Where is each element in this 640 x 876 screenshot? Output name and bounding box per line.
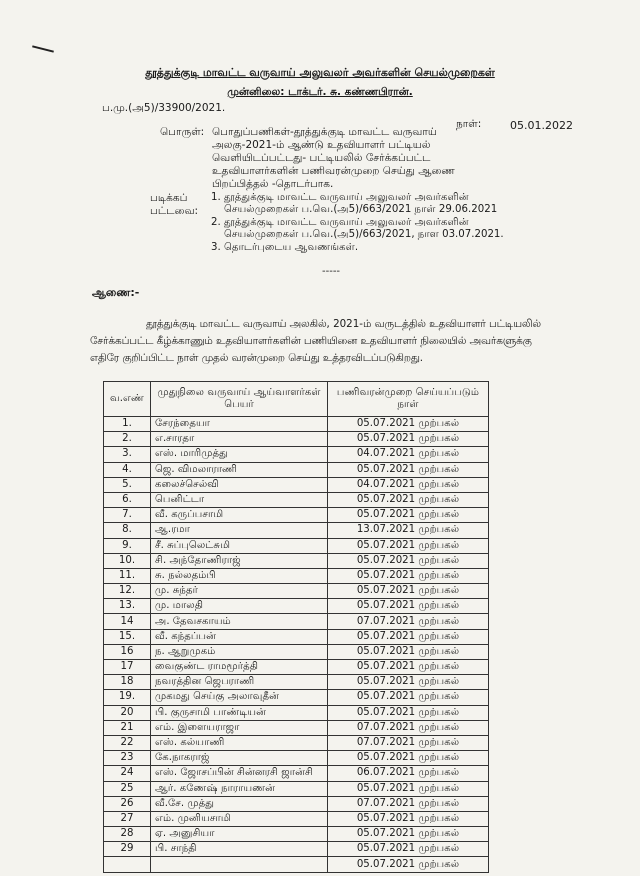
name-cell: பி. குருசாமி பாண்டியன் — [151, 705, 328, 720]
name-cell: கே.நாகராஜ் — [151, 751, 328, 766]
name-cell: சீ. சுப்புலெட்சுமி — [151, 538, 328, 553]
date-cell: 05.07.2021 முற்பகல் — [328, 781, 489, 796]
date-label: நாள்: — [456, 118, 482, 130]
name-cell: எஸ். கல்யாணி — [151, 735, 328, 750]
date-cell: 05.07.2021 முற்பகல் — [328, 417, 489, 432]
name-cell: வீ. கருப்பசாமி — [151, 508, 328, 523]
table-row — [104, 614, 489, 629]
table-row — [104, 857, 489, 872]
date-cell: 05.07.2021 முற்பகல் — [328, 660, 489, 675]
serial-cell: 22 — [104, 735, 151, 750]
column-header-name: முதுநிலை வருவாய் ஆய்வாளர்கள் பெயர் — [151, 382, 328, 417]
date-cell: 07.07.2021 முற்பகல் — [328, 720, 489, 735]
name-cell: ஆ.ரமா — [151, 523, 328, 538]
name-cell: ஜெ. விமலாராணி — [151, 462, 328, 477]
serial-cell: 15. — [104, 629, 151, 644]
subject-text: பொதுப்பணிகள்-தூத்துக்குடி மாவட்ட வருவாய் அலகு-2021-ம் ஆண்டு உதவியாளர் பட்டியல் வெளியிடப்பட்டது- பட்டியலில் சேர்க்கப்பட்ட உதவியாளர்களின் பணிவரன்முறை செய்து ஆணை பிறப்பித்தல் -தொடர்பாக. — [212, 126, 455, 190]
date-cell: 05.07.2021 முற்பகல் — [328, 538, 489, 553]
serial-cell: 5. — [104, 477, 151, 492]
table-row — [104, 766, 489, 781]
serial-cell: 20 — [104, 705, 151, 720]
serial-cell: 3. — [104, 447, 151, 462]
name-cell: ஆர். கணேஷ் நாராயணன் — [151, 781, 328, 796]
serial-cell: 17 — [104, 660, 151, 675]
name-cell: எம். முனியசாமி — [151, 811, 328, 826]
order-paragraph: தூத்துக்குடி மாவட்ட வருவாய் அலகில், 2021-ம் வருடத்தில் உதவியாளர் பட்டியலில் சேர்க்கப்பட்ட கீழ்க்காணும் உதவியாளர்களின் பணியினை உதவியாளர் நிலையில் அவர்களுக்கு எதிரே குறிப்பிட்ட நாள் முதல் வரன்முறை செய்து உத்தரவிடப்படுகிறது. — [90, 318, 541, 364]
reference-number: ப.மு.(அ5)/33900/2021. — [102, 102, 226, 114]
date-cell: 05.07.2021 முற்பகல் — [328, 705, 489, 720]
serial-cell — [104, 857, 151, 872]
name-cell: எ.சாரதா — [151, 432, 328, 447]
order-label: ஆணை:- — [92, 286, 140, 299]
serial-cell: 18 — [104, 675, 151, 690]
table-row — [104, 417, 489, 432]
serial-cell: 10. — [104, 553, 151, 568]
date-cell: 05.07.2021 முற்பகல் — [328, 432, 489, 447]
serial-cell: 13. — [104, 599, 151, 614]
name-cell — [151, 857, 328, 872]
name-cell: முகமது செய்கு அலாவுதீன் — [151, 690, 328, 705]
name-cell: எம். இளையராஜா — [151, 720, 328, 735]
table-row — [104, 827, 489, 842]
table-row — [104, 492, 489, 507]
table-row — [104, 538, 489, 553]
date-cell: 05.07.2021 முற்பகல் — [328, 599, 489, 614]
column-header-date: பணிவரன்முறை செய்யப்படும் நாள் — [328, 382, 489, 417]
name-cell: சு. நல்லதம்பி — [151, 568, 328, 583]
table-row — [104, 584, 489, 599]
name-cell: பி. சாந்தி — [151, 842, 328, 857]
name-cell: அ. தேவசகாயம் — [151, 614, 328, 629]
serial-cell: 28 — [104, 827, 151, 842]
pen-mark — [32, 45, 54, 52]
date-cell: 05.07.2021 முற்பகல் — [328, 827, 489, 842]
reference-item: 3. தொடர்புடைய ஆவணங்கள். — [224, 242, 506, 254]
table-row — [104, 644, 489, 659]
name-cell: எஸ். மாரிமுத்து — [151, 447, 328, 462]
date-cell: 05.07.2021 முற்பகல் — [328, 492, 489, 507]
table-row — [104, 751, 489, 766]
date-cell: 05.07.2021 முற்பகல் — [328, 644, 489, 659]
serial-cell: 4. — [104, 462, 151, 477]
serial-cell: 24 — [104, 766, 151, 781]
document-title: தூத்துக்குடி மாவட்ட வருவாய் அலுவலர் அவர்களின் செயல்முறைகள் — [145, 66, 495, 79]
serial-cell: 7. — [104, 508, 151, 523]
table-row — [104, 447, 489, 462]
serial-cell: 25 — [104, 781, 151, 796]
name-cell: நவரத்தின ஜெபராணி — [151, 675, 328, 690]
table-row — [104, 508, 489, 523]
date-cell: 05.07.2021 முற்பகல் — [328, 553, 489, 568]
table-body — [104, 417, 489, 873]
date-cell: 07.07.2021 முற்பகல் — [328, 614, 489, 629]
serial-cell: 12. — [104, 584, 151, 599]
name-cell: மு. சுந்தர் — [151, 584, 328, 599]
date-cell: 05.07.2021 முற்பகல் — [328, 629, 489, 644]
date-cell: 07.07.2021 முற்பகல் — [328, 796, 489, 811]
table-row — [104, 811, 489, 826]
table-row — [104, 705, 489, 720]
name-cell: சி. அந்தோணிராஜ் — [151, 553, 328, 568]
serial-cell: 16 — [104, 644, 151, 659]
date-cell: 05.07.2021 முற்பகல் — [328, 462, 489, 477]
table-row — [104, 720, 489, 735]
serial-cell: 11. — [104, 568, 151, 583]
table-row — [104, 432, 489, 447]
date-cell: 05.07.2021 முற்பகல் — [328, 675, 489, 690]
table-row — [104, 675, 489, 690]
serial-cell: 29 — [104, 842, 151, 857]
separator: ----- — [322, 266, 341, 277]
reference-item: 1. தூத்துக்குடி மாவட்ட வருவாய் அலுவலர் அவர்களின் செயல்முறைகள் ப.வெ.(அ5)/663/2021 நாள் 29.06.2021 — [224, 192, 506, 216]
date-cell: 06.07.2021 முற்பகல் — [328, 766, 489, 781]
table-row — [104, 477, 489, 492]
serial-cell: 23 — [104, 751, 151, 766]
date-cell: 05.07.2021 முற்பகல் — [328, 568, 489, 583]
subject-label: பொருள்: — [160, 126, 205, 138]
table-row — [104, 781, 489, 796]
table-row — [104, 462, 489, 477]
table-row — [104, 842, 489, 857]
name-cell: வைகுண்ட ராமமூர்த்தி — [151, 660, 328, 675]
date-cell: 04.07.2021 முற்பகல் — [328, 477, 489, 492]
date-cell: 04.07.2021 முற்பகல் — [328, 447, 489, 462]
name-cell: வீ.சே. முத்து — [151, 796, 328, 811]
references-label: படிக்கப் பட்டவை: — [150, 192, 199, 217]
table-row — [104, 553, 489, 568]
date-cell: 05.07.2021 முற்பகல் — [328, 811, 489, 826]
name-cell: எஸ். ஜோசப்பின் சின்னரசி ஜான்சி — [151, 766, 328, 781]
name-cell: ந. ஆறுமுகம் — [151, 644, 328, 659]
table-row — [104, 599, 489, 614]
references-list — [206, 192, 506, 255]
serial-cell: 14 — [104, 614, 151, 629]
serial-cell: 1. — [104, 417, 151, 432]
date-cell: 05.07.2021 முற்பகல் — [328, 842, 489, 857]
name-cell: வீ. கந்தப்பன் — [151, 629, 328, 644]
assistants-table — [103, 381, 489, 873]
date-cell: 05.07.2021 முற்பகல் — [328, 508, 489, 523]
serial-cell: 21 — [104, 720, 151, 735]
table-row — [104, 523, 489, 538]
date-value: 05.01.2022 — [510, 119, 573, 132]
date-cell: 07.07.2021 முற்பகல் — [328, 735, 489, 750]
date-cell: 05.07.2021 முற்பகல் — [328, 584, 489, 599]
serial-cell: 8. — [104, 523, 151, 538]
serial-cell: 9. — [104, 538, 151, 553]
column-header-serial: வ.எண் — [104, 382, 151, 417]
serial-cell: 27 — [104, 811, 151, 826]
serial-cell: 6. — [104, 492, 151, 507]
table-row — [104, 660, 489, 675]
presence-line: முன்னிலை: டாக்டர். சு. கண்ணபிரான். — [227, 86, 413, 98]
table-row — [104, 735, 489, 750]
serial-cell: 2. — [104, 432, 151, 447]
reference-item: 2. தூத்துக்குடி மாவட்ட வருவாய் அலுவலர் அவர்களின் செயல்முறைகள் ப.வெ.(அ5)/663/2021, நாள 03.07.2021. — [224, 217, 506, 241]
table-row — [104, 629, 489, 644]
name-cell: சேரந்தையா — [151, 417, 328, 432]
serial-cell: 26 — [104, 796, 151, 811]
table-header-row — [104, 382, 489, 417]
date-cell: 13.07.2021 முற்பகல் — [328, 523, 489, 538]
name-cell: மு. மாலதி — [151, 599, 328, 614]
name-cell: கலைச்செல்வி — [151, 477, 328, 492]
table-row — [104, 690, 489, 705]
serial-cell: 19. — [104, 690, 151, 705]
table-row — [104, 568, 489, 583]
date-cell: 05.07.2021 முற்பகல் — [328, 690, 489, 705]
date-cell: 05.07.2021 முற்பகல் — [328, 751, 489, 766]
date-cell: 05.07.2021 முற்பகல் — [328, 857, 489, 872]
name-cell: பெனிட்டா — [151, 492, 328, 507]
table-row — [104, 796, 489, 811]
name-cell: ஏ. அனுசியா — [151, 827, 328, 842]
